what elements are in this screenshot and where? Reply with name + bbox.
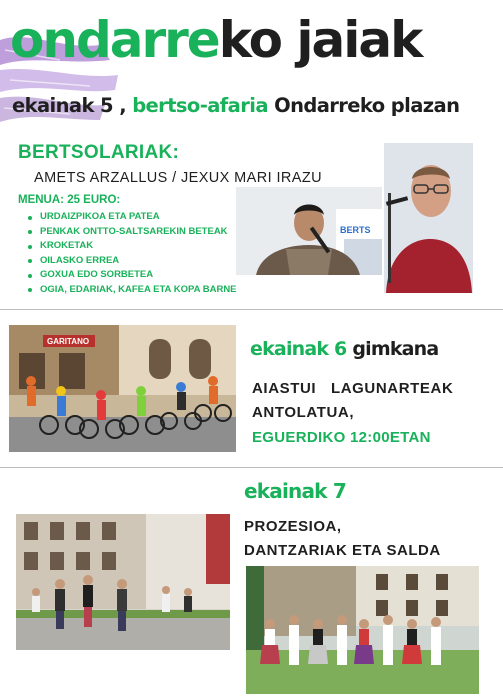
- bertsolariak-names: AMETS ARZALLUS / JEXUX MARI IRAZU: [34, 170, 322, 186]
- menu-item: URDAIZPIKOA ETA PATEA: [26, 210, 237, 225]
- page-title: [10, 10, 500, 70]
- menu-item: GOXUA EDO SORBETEA: [26, 268, 237, 283]
- day7-date: ekainak 7: [244, 479, 346, 503]
- day6-date: ekainak 6: [250, 338, 347, 360]
- event-subheading: [12, 94, 502, 117]
- day6-heading: [250, 338, 438, 360]
- day6-line2: ANTOLATUA,: [252, 404, 355, 421]
- menu-list: [26, 210, 237, 298]
- shop-sign-text: GARITANO: [47, 337, 90, 346]
- day6-event: gimkana: [352, 338, 439, 360]
- gimkana-photo: [9, 325, 236, 452]
- dancers-photo: [246, 566, 479, 694]
- menu-item: PENKAK ONTTO-SALTSAREKIN BETEAK: [26, 225, 237, 240]
- title-green-part: ondarre: [10, 11, 219, 69]
- bertsolariak-heading: BERTSOLARIAK:: [18, 142, 180, 163]
- subheading-date: ekainak 5 ,: [12, 94, 126, 117]
- procession-photo: [16, 514, 230, 650]
- day6-line1: AIASTUI LAGUNARTEAK: [252, 380, 454, 397]
- day7-line2: DANTZARIAK ETA SALDA: [244, 542, 441, 559]
- menu-title: MENUA: 25 EURO:: [18, 194, 121, 206]
- day7-line1: PROZESIOA,: [244, 518, 342, 535]
- subheading-event: bertso-afaria: [132, 94, 268, 117]
- day6-line3: EGUERDIKO 12:00ETAN: [252, 429, 431, 446]
- title-dark-part: ko jaiak: [218, 11, 422, 69]
- divider: [0, 309, 503, 310]
- menu-item: KROKETAK: [26, 239, 237, 254]
- bertsolari-photo-2: [384, 143, 473, 293]
- subheading-place: Ondarreko plazan: [274, 94, 460, 117]
- menu-item: OILASKO ERREA: [26, 254, 237, 269]
- divider: [0, 467, 503, 468]
- banner-text: BERTS: [340, 225, 371, 235]
- bertsolari-photo-1: [236, 187, 382, 275]
- menu-item: OGIA, EDARIAK, KAFEA ETA KOPA BARNE: [26, 283, 237, 298]
